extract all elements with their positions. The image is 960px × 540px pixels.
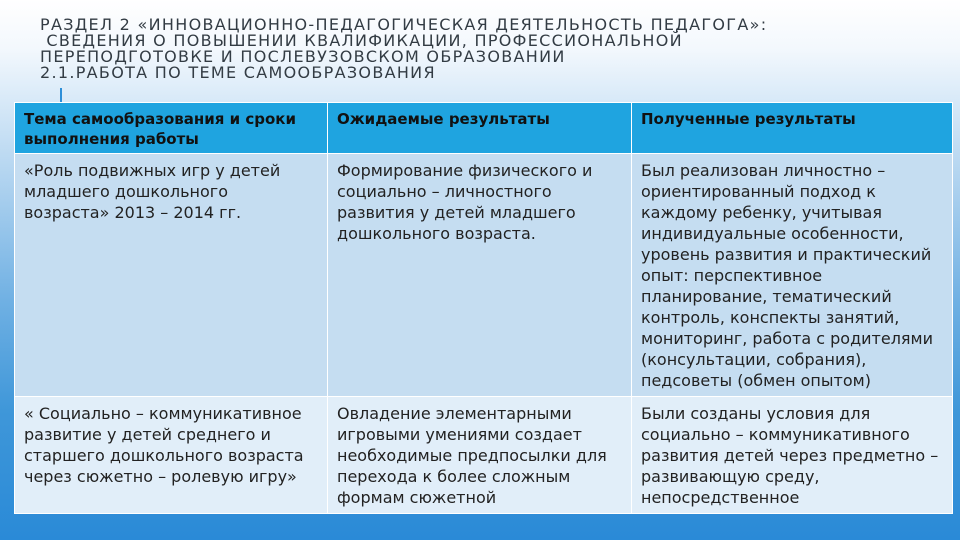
row-1-expected-cell: Формирование физического и социально – личностного развития у детей младшего дошкольного возраста. bbox=[328, 154, 632, 397]
table-row bbox=[15, 397, 953, 514]
row-2-obtained-cell: Были созданы условия для социально – коммуникативного развития детей через предметно – развивающую среду, непосредственное bbox=[632, 397, 953, 514]
slide-title-line-4: 2.1.РАБОТА ПО ТЕМЕ САМООБРАЗОВАНИЯ bbox=[40, 63, 436, 82]
header-topic-and-deadlines: Тема самообразования и сроки выполнения работы bbox=[15, 103, 328, 154]
row-2-topic-cell: « Социально – коммуникативное развитие у детей среднего и старшего дошкольного возраста через сюжетно – ролевую игру» bbox=[15, 397, 328, 514]
row-1-topic-cell: «Роль подвижных игр у детей младшего дошкольного возраста» 2013 – 2014 гг. bbox=[15, 154, 328, 397]
table-row bbox=[15, 154, 953, 397]
row-1-obtained-cell: Был реализован личностно – ориентированный подход к каждому ребенку, учитывая индивидуальные особенности, уровень развития и практический опыт: перспективное планирование, тематический контроль, конспекты занятий, мониторинг, работа с родителями (консультации, собрания), педсоветы (обмен опытом) bbox=[632, 154, 953, 397]
slide-title bbox=[40, 17, 940, 81]
slide-title-line-3: ПЕРЕПОДГОТОВКЕ И ПОСЛЕВУЗОВСКОМ ОБРАЗОВАНИИ bbox=[40, 47, 566, 66]
header-obtained-results: Полученные результаты bbox=[632, 103, 953, 154]
slide-title-line-1: РАЗДЕЛ 2 «ИННОВАЦИОННО-ПЕДАГОГИЧЕСКАЯ ДЕЯТЕЛЬНОСТЬ ПЕДАГОГА»: bbox=[40, 15, 768, 34]
self-education-table bbox=[14, 102, 953, 514]
slide-title-line-2: СВЕДЕНИЯ О ПОВЫШЕНИИ КВАЛИФИКАЦИИ, ПРОФЕССИОНАЛЬНОЙ bbox=[40, 31, 683, 50]
header-expected-results: Ожидаемые результаты bbox=[328, 103, 632, 154]
row-2-expected-cell: Овладение элементарными игровыми умениями создает необходимые предпосылки для перехода к более сложным формам сюжетной bbox=[328, 397, 632, 514]
table-header-row bbox=[15, 103, 953, 154]
